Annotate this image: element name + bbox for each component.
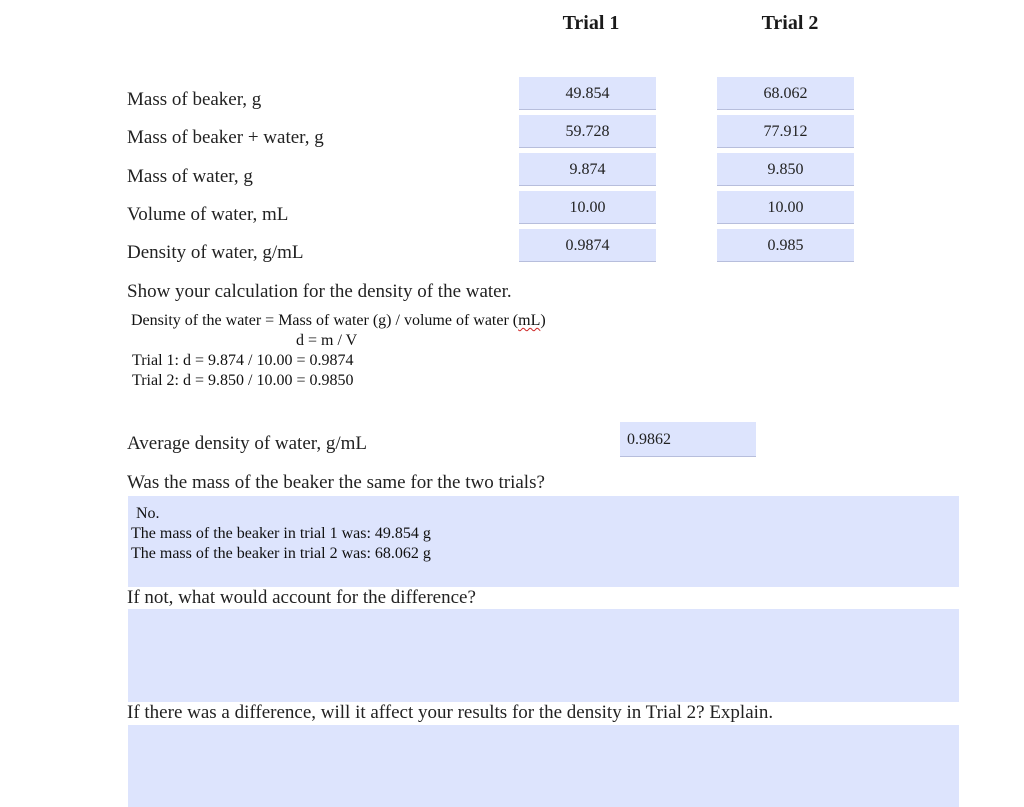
row-label-mass-water: Mass of water, g xyxy=(127,166,253,187)
trial-2-volume-water-field[interactable]: 10.00 xyxy=(717,191,854,224)
trial-1-density-water-field[interactable]: 0.9874 xyxy=(519,229,656,262)
trial-2-mass-water-field[interactable]: 9.850 xyxy=(717,153,854,186)
trial-2-mass-beaker-field[interactable]: 68.062 xyxy=(717,77,854,110)
answer-line-3: The mass of the beaker in trial 2 was: 68.062 g xyxy=(131,545,431,562)
row-label-mass-beaker: Mass of beaker, g xyxy=(127,89,262,110)
average-density-label: Average density of water, g/mL xyxy=(127,433,367,454)
average-density-field[interactable]: 0.9862 xyxy=(620,422,756,457)
trial-2-header: Trial 2 xyxy=(761,12,819,34)
calculation-prompt: Show your calculation for the density of the water. xyxy=(127,281,512,302)
calculation-formula-suffix: ) xyxy=(540,312,546,329)
trial-1-volume-water-field[interactable]: 10.00 xyxy=(519,191,656,224)
trial-2-mass-beaker-water-field[interactable]: 77.912 xyxy=(717,115,854,148)
trial-1-header: Trial 1 xyxy=(562,12,620,34)
question-beaker-same-prompt: Was the mass of the beaker the same for the two trials? xyxy=(127,472,545,493)
question-beaker-same-answer-field[interactable] xyxy=(128,496,959,587)
answer-line-1: No. xyxy=(136,505,160,522)
trial-1-mass-beaker-field[interactable]: 49.854 xyxy=(519,77,656,110)
row-label-mass-beaker-water: Mass of beaker + water, g xyxy=(127,127,324,148)
question-account-difference-prompt: If not, what would account for the difference? xyxy=(127,587,476,608)
question-affect-results-prompt: If there was a difference, will it affect your results for the density in Trial 2? Explain. xyxy=(127,702,774,723)
calculation-short-formula: d = m / V xyxy=(296,332,358,349)
calculation-formula xyxy=(131,311,546,330)
calculation-trial-1: Trial 1: d = 9.874 / 10.00 = 0.9874 xyxy=(132,352,354,369)
row-label-density-water: Density of water, g/mL xyxy=(127,242,304,263)
question-account-difference-answer-field[interactable] xyxy=(128,609,959,702)
trial-1-mass-water-field[interactable]: 9.874 xyxy=(519,153,656,186)
trial-2-density-water-field[interactable]: 0.985 xyxy=(717,229,854,262)
trial-1-mass-beaker-water-field[interactable]: 59.728 xyxy=(519,115,656,148)
calculation-formula-prefix: Density of the water = Mass of water (g) / volume of water ( xyxy=(131,312,519,329)
calculation-trial-2: Trial 2: d = 9.850 / 10.00 = 0.9850 xyxy=(132,372,354,389)
calculation-formula-unit: mL xyxy=(518,312,541,329)
question-affect-results-answer-field[interactable] xyxy=(128,725,959,807)
row-label-volume-water: Volume of water, mL xyxy=(127,204,289,225)
answer-line-2: The mass of the beaker in trial 1 was: 49.854 g xyxy=(131,525,431,542)
